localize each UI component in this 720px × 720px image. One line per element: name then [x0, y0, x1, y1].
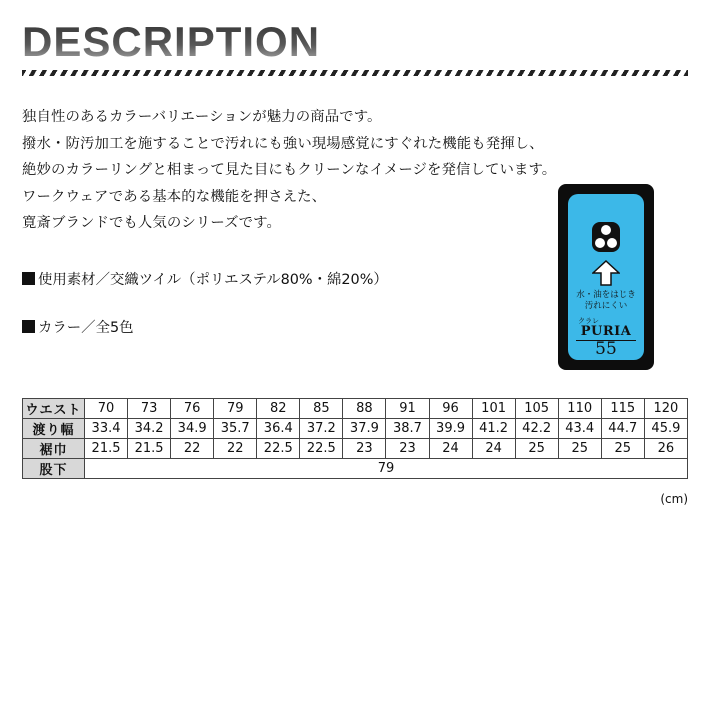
table-cell: 24	[429, 439, 472, 459]
table-cell: 79	[214, 399, 257, 419]
table-row	[23, 439, 688, 459]
table-cell: 39.9	[429, 419, 472, 439]
table-cell: 105	[515, 399, 558, 419]
table-cell: 22	[214, 439, 257, 459]
table-row	[23, 419, 688, 439]
description-line: 撥水・防汚加工を施することで汚れにも強い現場感覚にすぐれた機能も発揮し、	[22, 135, 544, 152]
heading-stripe-divider	[22, 70, 688, 76]
table-cell: 43.4	[558, 419, 601, 439]
table-cell: 115	[601, 399, 644, 419]
table-cell: 33.4	[85, 419, 128, 439]
description-line: ワークウェアである基本的な機能を押さえた、	[22, 188, 327, 205]
square-bullet-icon	[22, 272, 35, 285]
section-heading: DESCRIPTION	[22, 14, 320, 70]
spec-material-text: 使用素材／交織ツイル（ポリエステル80%・綿20%）	[38, 272, 388, 288]
table-cell: 26	[644, 439, 687, 459]
table-cell: 25	[558, 439, 601, 459]
table-cell: 85	[300, 399, 343, 419]
row-header: 渡り幅	[23, 419, 85, 439]
table-cell: 23	[386, 439, 429, 459]
tag-caption-line: 汚れにくい	[584, 301, 628, 311]
tag-caption-line: 水・油をはじき	[576, 290, 636, 300]
tag-blue-panel	[568, 194, 644, 360]
square-bullet-icon	[22, 320, 35, 333]
fabric-hang-tag	[558, 184, 654, 370]
table-cell: 37.2	[300, 419, 343, 439]
table-cell: 34.9	[171, 419, 214, 439]
table-row	[23, 459, 688, 479]
table-cell: 42.2	[515, 419, 558, 439]
row-header: ウエスト	[23, 399, 85, 419]
table-cell-merged: 79	[85, 459, 688, 479]
table-cell: 73	[128, 399, 171, 419]
table-cell: 25	[601, 439, 644, 459]
table-cell: 110	[558, 399, 601, 419]
spec-colors-text: カラー／全5色	[38, 320, 134, 336]
table-cell: 35.7	[214, 419, 257, 439]
table-cell: 120	[644, 399, 687, 419]
table-cell: 37.9	[343, 419, 386, 439]
description-line: 独自性のあるカラーバリエーションが魅力の商品です。	[22, 109, 382, 125]
tag-brand-number: 55	[595, 339, 617, 359]
row-header: 裾巾	[23, 439, 85, 459]
description-line: 寛斎ブランドでも人気のシリーズです。	[22, 215, 281, 232]
table-row	[23, 399, 688, 419]
row-header: 股下	[23, 459, 85, 479]
tag-caption	[574, 290, 638, 312]
table-cell: 38.7	[386, 419, 429, 439]
table-cell: 76	[171, 399, 214, 419]
table-cell: 101	[472, 399, 515, 419]
table-cell: 21.5	[85, 439, 128, 459]
table-cell: 22.5	[300, 439, 343, 459]
table-cell: 44.7	[601, 419, 644, 439]
unit-label: (cm)	[660, 492, 688, 506]
table-cell: 91	[386, 399, 429, 419]
spec-colors	[22, 316, 134, 337]
size-table	[22, 398, 688, 479]
table-cell: 22.5	[257, 439, 300, 459]
tag-brand-name: PURIA	[580, 324, 632, 339]
spec-material	[22, 268, 388, 289]
table-cell: 25	[515, 439, 558, 459]
table-cell: 41.2	[472, 419, 515, 439]
table-cell: 70	[85, 399, 128, 419]
up-arrow-icon	[592, 260, 620, 286]
table-cell: 36.4	[257, 419, 300, 439]
table-cell: 24	[472, 439, 515, 459]
three-dots-icon	[592, 222, 620, 252]
tag-brand-small: クラレ	[578, 317, 599, 325]
description-line: 絶妙のカラーリングと相まって見た目にもクリーンなイメージを発信しています。	[22, 162, 557, 179]
table-cell: 88	[343, 399, 386, 419]
table-cell: 23	[343, 439, 386, 459]
table-cell: 34.2	[128, 419, 171, 439]
table-cell: 45.9	[644, 419, 687, 439]
table-cell: 22	[171, 439, 214, 459]
table-cell: 21.5	[128, 439, 171, 459]
table-cell: 96	[429, 399, 472, 419]
table-cell: 82	[257, 399, 300, 419]
